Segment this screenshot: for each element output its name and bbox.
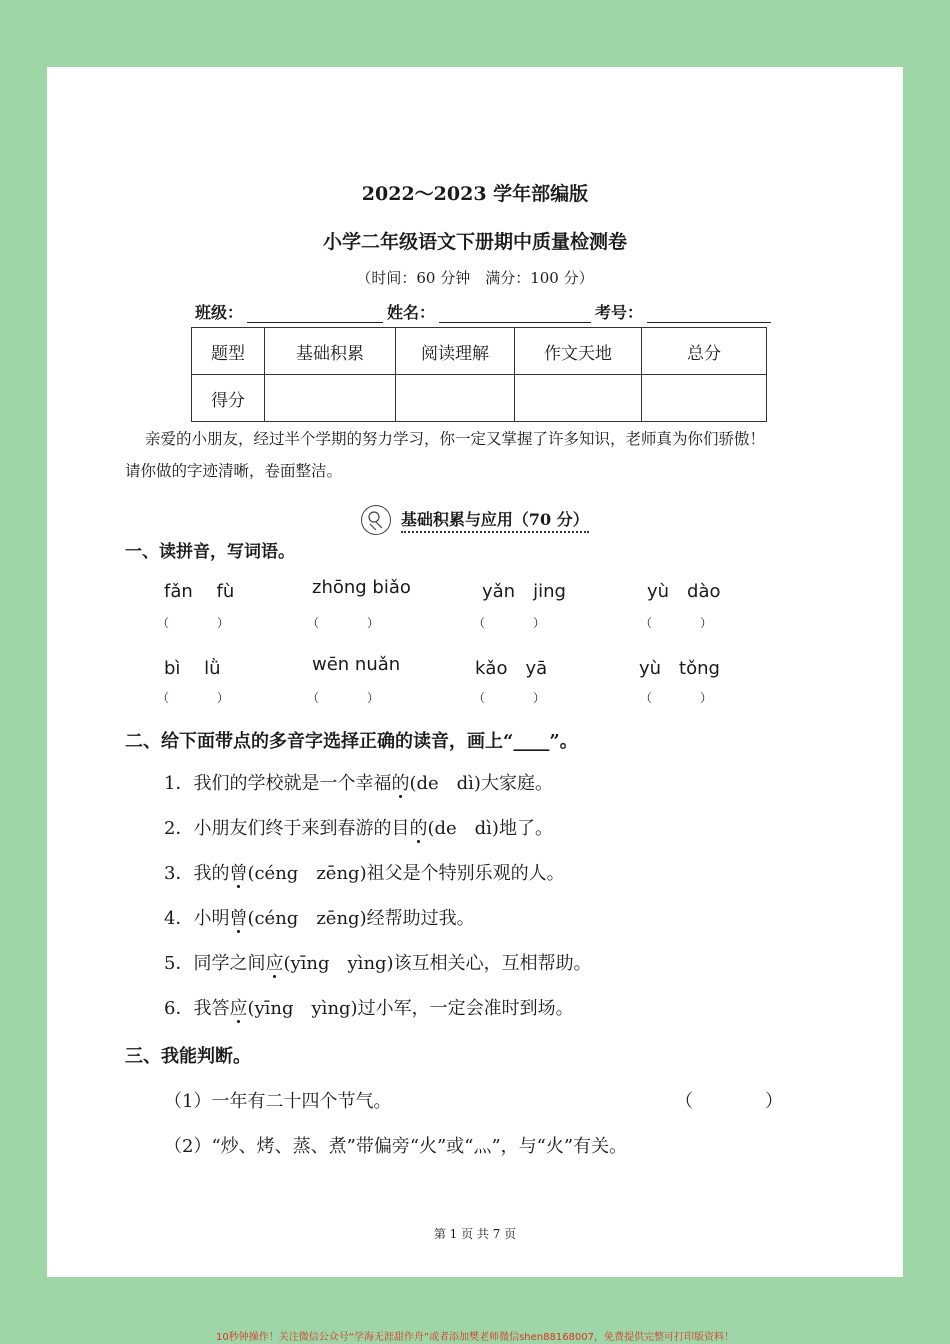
q2-item-choices[interactable]: (de dì)地了。 bbox=[427, 818, 553, 839]
q3-title: 三、我能判断。 bbox=[125, 1046, 251, 1067]
score-table-score-row bbox=[192, 375, 767, 422]
q1-pinyin: bì lǜ bbox=[164, 658, 221, 679]
q2-item-text: 2．小朋友们终于来到春游的目 bbox=[164, 818, 410, 839]
answer-blank[interactable]: （ ） bbox=[307, 616, 380, 630]
q2-item-text: 5．同学之间 bbox=[164, 953, 266, 974]
dotted-char: 应 bbox=[265, 953, 284, 974]
q1-pinyin: zhōng biǎo bbox=[312, 577, 411, 598]
q2-item-text: 6．我答 bbox=[164, 998, 230, 1019]
answer-blank[interactable]: （ ） bbox=[640, 691, 713, 705]
exam-subtitle: （时间：60 分钟 满分：100 分） bbox=[356, 269, 594, 287]
q2-item-choices[interactable]: (yīng yìng)过小军，一定会准时到场。 bbox=[247, 998, 574, 1019]
q2-item bbox=[164, 994, 574, 1020]
score-table-cell: 总分 bbox=[642, 328, 767, 375]
exam-title-line1: 2022～2023 学年部编版 bbox=[361, 183, 589, 205]
score-table-cell: 基础积累 bbox=[265, 328, 396, 375]
student-info-row bbox=[195, 300, 775, 323]
pencil-badge-icon bbox=[361, 505, 391, 535]
intro-line2: 请你做的字迹清晰，卷面整洁。 bbox=[125, 462, 343, 480]
dotted-char: 曾 bbox=[229, 908, 248, 929]
q2-item-choices[interactable]: (de dì)大家庭。 bbox=[409, 773, 553, 794]
q1-pinyin: fǎn fù bbox=[164, 581, 235, 602]
q2-item-text: 3．我的 bbox=[164, 863, 230, 884]
q2-item-text: 1．我们的学校就是一个幸福 bbox=[164, 773, 392, 794]
q1-pinyin: yù tǒng bbox=[639, 658, 720, 679]
q2-item bbox=[164, 904, 475, 930]
q2-item-text: 4．小明 bbox=[164, 908, 230, 929]
class-blank[interactable] bbox=[247, 304, 383, 323]
score-table bbox=[191, 327, 767, 422]
score-table-cell: 作文天地 bbox=[515, 328, 642, 375]
score-table-cell: 题型 bbox=[192, 328, 265, 375]
exam-paper bbox=[47, 67, 903, 1277]
answer-blank[interactable]: （ ） bbox=[157, 616, 230, 630]
score-table-cell: 得分 bbox=[192, 375, 265, 422]
promo-banner: 10秒钟操作！关注微信公众号“学海无涯甜作舟”或者添加樊老师微信shen88168007，免费提供完整可打印版资料！ bbox=[215, 1332, 735, 1343]
judge-answer-blank[interactable]: （ ） bbox=[675, 1091, 783, 1112]
score-input-cell[interactable] bbox=[515, 375, 642, 422]
q2-title: 二、给下面带点的多音字选择正确的读音，画上“____”。 bbox=[125, 731, 578, 752]
q1-pinyin: yù dào bbox=[647, 581, 721, 602]
dotted-char: 应 bbox=[229, 998, 248, 1019]
score-input-cell[interactable] bbox=[396, 375, 515, 422]
dotted-char: 的 bbox=[391, 773, 410, 794]
q2-item-choices[interactable]: (yīng yìng)该互相关心，互相帮助。 bbox=[283, 953, 592, 974]
answer-blank[interactable]: （ ） bbox=[307, 691, 380, 705]
q2-item bbox=[164, 949, 592, 975]
exam-title-line2: 小学二年级语文下册期中质量检测卷 bbox=[322, 231, 627, 253]
answer-blank[interactable]: （ ） bbox=[473, 691, 546, 705]
score-input-cell[interactable] bbox=[642, 375, 767, 422]
dotted-char: 曾 bbox=[229, 863, 248, 884]
q1-title: 一、读拼音，写词语。 bbox=[125, 542, 295, 562]
q2-item bbox=[164, 859, 565, 885]
q1-pinyin: yǎn jing bbox=[482, 581, 566, 602]
section-heading bbox=[47, 505, 903, 535]
q2-item-choices[interactable]: (céng zēng)经帮助过我。 bbox=[247, 908, 475, 929]
class-label: 班级： bbox=[195, 303, 244, 322]
q3-item: （2）“炒、烤、蒸、煮”带偏旁“火”或“灬”，与“火”有关。 bbox=[164, 1136, 628, 1157]
q1-pinyin: kǎo yā bbox=[475, 658, 548, 679]
answer-blank[interactable]: （ ） bbox=[157, 691, 230, 705]
q2-item-choices[interactable]: (céng zēng)祖父是个特别乐观的人。 bbox=[247, 863, 565, 884]
page-number: 第 1 页 共 7 页 bbox=[433, 1227, 517, 1241]
exam-no-blank[interactable] bbox=[647, 304, 771, 323]
answer-blank[interactable]: （ ） bbox=[640, 616, 713, 630]
answer-blank[interactable]: （ ） bbox=[473, 616, 546, 630]
score-input-cell[interactable] bbox=[265, 375, 396, 422]
score-table-cell: 阅读理解 bbox=[396, 328, 515, 375]
q2-item bbox=[164, 814, 553, 840]
q1-pinyin: wēn nuǎn bbox=[312, 654, 401, 675]
name-blank[interactable] bbox=[439, 304, 591, 323]
q3-item: （1）一年有二十四个节气。 bbox=[164, 1091, 392, 1112]
section-title: 基础积累与应用（70 分） bbox=[401, 510, 589, 533]
intro-line1: 亲爱的小朋友，经过半个学期的努力学习，你一定又掌握了许多知识，老师真为你们骄傲！ bbox=[145, 430, 766, 448]
dotted-char: 的 bbox=[409, 818, 428, 839]
score-table-header-row bbox=[192, 328, 767, 375]
name-label: 姓名： bbox=[387, 303, 436, 322]
exam-no-label: 考号： bbox=[595, 303, 644, 322]
q2-item bbox=[164, 769, 553, 795]
